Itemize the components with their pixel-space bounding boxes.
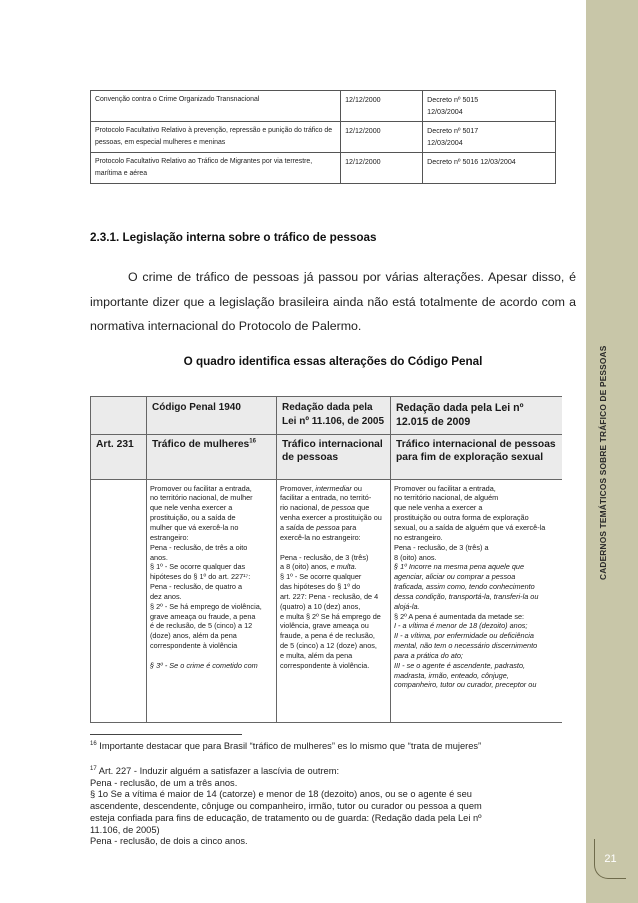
- article-title-2009: Tráfico internacional de pessoas para fim de exploração sexual: [391, 434, 563, 479]
- legal-text-line: I - a vítima é menor de 18 (dezoito) anos;: [394, 621, 528, 631]
- legal-text-line: II - a vítima, por enfermidade ou deficiência: [394, 631, 534, 641]
- footnote-17-line: [90, 825, 580, 837]
- legal-text-line: fraude, a pena é de reclusão,: [280, 631, 375, 641]
- sidebar-title: CADERNOS TEMÁTICOS SOBRE TRÁFICO DE PESSOAS: [598, 345, 608, 580]
- emphasis: e multa: [330, 562, 355, 572]
- legal-text-line: no território nacional, de mulher: [150, 493, 253, 503]
- article-label: Art. 231: [91, 434, 147, 479]
- body-paragraph-text: O crime de tráfico de pessoas já passou por várias alterações. Apesar disso, é importante dizer que a legislação brasileira ainda não está totalmente de acordo com a normativa internacional do Protocolo de Palermo.: [90, 270, 576, 333]
- article-title-1940: [147, 434, 277, 479]
- legal-text-line: (doze) anos, além da pena: [150, 631, 237, 641]
- legal-text-line: prostituição, ou a saída de: [150, 513, 236, 523]
- treaty-decree-line: Decreto nº 5015: [427, 96, 479, 104]
- legal-text-line: madrasta, irmão, enteado, cônjuge,: [394, 670, 509, 680]
- legal-text-line: art. 227: Pena - reclusão, de 4: [280, 591, 379, 601]
- legal-text-line: correspondente à violência: [150, 641, 238, 651]
- legal-text-line: Pena - reclusão, de quatro a: [150, 582, 243, 592]
- footnote-divider: [90, 734, 242, 735]
- treaty-row: [91, 91, 556, 122]
- text-cell-2009: [391, 479, 563, 722]
- treaty-name: Protocolo Facultativo Relativo ao Tráfico de Migrantes por via terrestre, marítima e aérea: [91, 153, 341, 183]
- legal-text-line: alojá-la.: [394, 601, 420, 611]
- legal-text-line: grave ameaça ou fraude, a pena: [150, 611, 256, 621]
- legal-text-line: § 2º A pena é aumentada da metade se:: [394, 611, 525, 621]
- treaty-row: [91, 153, 556, 183]
- footnote-17-text: § 1o Se a vítima é maior de 14 (catorze) e menor de 18 (dezoito) anos, ou se o agente é seu: [90, 789, 472, 800]
- section-heading: 2.3.1. Legislação interna sobre o tráfico de pessoas: [90, 231, 377, 244]
- page-number: 21: [594, 839, 626, 879]
- footnote-17-line: [90, 801, 580, 813]
- footnote-16-text: Importante destacar que para Brasil “tráfico de mulheres” es lo mismo que “trata de mujeres”: [99, 741, 482, 751]
- header-cell-2005: Redação dada pela Lei nº 11.106, de 2005: [277, 397, 391, 435]
- footnote-17-line: [90, 813, 580, 825]
- treaty-decree: [423, 153, 556, 183]
- legal-text-line: dessa condição, transportá-la, transferi-la ou: [394, 591, 539, 601]
- legal-text-line: § 1º - Se ocorre qualquer: [280, 572, 362, 582]
- footnote-17-text: Art. 227 - Induzir alguém a satisfazer a lascívia de outrem:: [98, 766, 340, 776]
- legal-text-line: 8 (oito) anos.: [394, 552, 437, 562]
- legal-text-line: companheiro, tutor ou curador, preceptor ou: [394, 680, 537, 690]
- article-title-1940-text: Tráfico de mulheres: [152, 438, 250, 450]
- footnote-ref-16: 16: [249, 438, 256, 445]
- legal-text-line: anos.: [150, 552, 168, 562]
- legal-text-line: a 8 (oito) anos, e multa.: [280, 562, 357, 572]
- body-paragraph: [90, 265, 576, 339]
- legal-text-line: e multa § 2º Se há emprego de: [280, 611, 381, 621]
- header-row: [91, 397, 563, 435]
- legal-text-line: § 3º - Se o crime é cometido com: [150, 660, 258, 670]
- legal-text-line: correspondente à violência.: [280, 660, 370, 670]
- table-caption: O quadro identifica essas alterações do Código Penal: [183, 355, 483, 368]
- legal-text-line: prostituição ou outra forma de exploração: [394, 513, 529, 523]
- legal-text-line: dez anos.: [150, 591, 182, 601]
- emphasis: intermediar: [315, 483, 352, 493]
- legal-text-line: sexual, ou a saída de alguém que vá exercê-la: [394, 522, 546, 532]
- legal-text-line: que nele venha exercer a: [150, 503, 233, 513]
- treaty-decree-line: 12/03/2004: [427, 108, 463, 117]
- legal-text-line: rio nacional, de pessoa que: [280, 503, 370, 513]
- article-title-2005: Tráfico internacional de pessoas: [277, 434, 391, 479]
- treaty-name: Convenção contra o Crime Organizado Transnacional: [91, 91, 341, 122]
- legal-text-line: e multa, além da pena: [280, 650, 353, 660]
- legal-text-line: Pena - reclusão, de três a oito: [150, 542, 248, 552]
- footnote-17-text: ascendente, descendente, cônjuge ou companheiro, irmão, tutor ou curador ou pessoa a quem: [90, 801, 482, 812]
- footnote-17-line: [90, 789, 580, 801]
- footnote-17-line: [90, 778, 580, 790]
- legal-text-line: Pena - reclusão, de 3 (três) a: [394, 542, 489, 552]
- legal-text-line: mulher que vá exercê-la no: [150, 522, 239, 532]
- treaty-decree: [423, 122, 556, 153]
- footnote-17-line: [90, 766, 580, 778]
- legal-text-line: a saída de pessoa para: [280, 522, 357, 532]
- treaty-decree-line: Decreto nº 5017: [427, 127, 479, 136]
- emphasis: pessoa: [331, 503, 356, 513]
- legal-text-line: estrangeiro:: [150, 532, 189, 542]
- text-row: [91, 479, 563, 722]
- penal-code-table-wrapper: [90, 396, 562, 724]
- treaty-date: 12/12/2000: [341, 122, 423, 153]
- legal-text-line: § 2º - Se há emprego de violência,: [150, 601, 262, 611]
- legal-text-line: mental, não tem o necessário discernimento: [394, 641, 538, 651]
- legal-text-line: Pena - reclusão, de 3 (três): [280, 552, 369, 562]
- legal-text-line: III - se o agente é ascendente, padrasto,: [394, 660, 526, 670]
- footnote-17: [90, 766, 580, 848]
- legal-text-line: exercê-la no estrangeiro:: [280, 532, 361, 542]
- legal-text-line: para a prática do ato;: [394, 650, 463, 660]
- footnote-16-number: 16: [90, 740, 97, 747]
- footnote-17-text: 11.106, de 2005): [90, 824, 160, 835]
- treaty-date: 12/12/2000: [341, 153, 423, 183]
- article-row: [91, 434, 563, 479]
- footnote-17-line: [90, 836, 580, 848]
- legal-text-line: § 1º Incorre na mesma pena aquele que: [394, 562, 525, 572]
- legal-text-line: no estrangeiro.: [394, 532, 443, 542]
- legal-text-line: é de reclusão, de 5 (cinco) a 12: [150, 621, 253, 631]
- header-cell-empty: [91, 397, 147, 435]
- treaty-table: [90, 90, 556, 184]
- legal-text-line: hipóteses do § 1º do art. 227¹⁷:: [150, 572, 251, 582]
- legal-text-line: no território nacional, de alguém: [394, 493, 499, 503]
- footnote-16: [90, 741, 481, 751]
- treaty-decree: [423, 91, 556, 122]
- legal-text-line: [150, 651, 273, 661]
- text-cell-empty: [91, 479, 147, 722]
- legal-text-line: Promover ou facilitar a entrada,: [394, 483, 496, 493]
- legal-text-line: Promover ou facilitar a entrada,: [150, 483, 252, 493]
- treaty-date: 12/12/2000: [341, 91, 423, 122]
- legal-text-line: § 1º - Se ocorre qualquer das: [150, 562, 246, 572]
- footnote-17-text: Pena - reclusão, de dois a cinco anos.: [90, 836, 248, 847]
- header-cell-2009: Redação dada pela Lei nº 12.015 de 2009: [391, 397, 563, 435]
- legal-text-line: Promover, intermediar ou: [280, 483, 362, 493]
- legal-text-line: violência, grave ameaça ou: [280, 621, 369, 631]
- legal-text-line: venha exercer a prostituição ou: [280, 513, 382, 523]
- emphasis: pessoa: [316, 522, 340, 532]
- footnote-17-number: 17: [90, 765, 97, 772]
- treaty-row: [91, 122, 556, 153]
- legal-text-line: [280, 543, 387, 553]
- treaty-decree-line: Decreto nº 5016 12/03/2004: [427, 158, 516, 167]
- legal-text-line: que nele venha a exercer a: [394, 503, 483, 513]
- legal-text-line: agenciar, aliciar ou comprar a pessoa: [394, 572, 516, 582]
- treaty-name: Protocolo Facultativo Relativo à prevenção, repressão e punição do tráfico de pessoas, em especial mulheres e meninas: [91, 122, 341, 153]
- text-cell-2005: [277, 479, 391, 722]
- header-cell-1940: Código Penal 1940: [147, 397, 277, 435]
- footnote-17-text: Pena - reclusão, de um a três anos.: [90, 777, 238, 788]
- legal-text-line: (quatro) a 10 (dez) anos,: [280, 601, 361, 611]
- penal-code-table: [90, 396, 562, 723]
- text-cell-1940: [147, 479, 277, 722]
- legal-text-line: traficada, assim como, tendo conhecimento: [394, 582, 535, 592]
- legal-text-line: facilitar a entrada, no territó-: [280, 493, 372, 503]
- legal-text-line: de 5 (cinco) a 12 (doze) anos,: [280, 641, 377, 651]
- legal-text-line: das hipóteses do § 1º do: [280, 582, 361, 592]
- footnote-17-text: esteja confiada para fins de educação, de tratamento ou de guarda: (Redação dada pela Lei nº: [90, 812, 482, 823]
- treaty-decree-line: 12/03/2004: [427, 139, 463, 148]
